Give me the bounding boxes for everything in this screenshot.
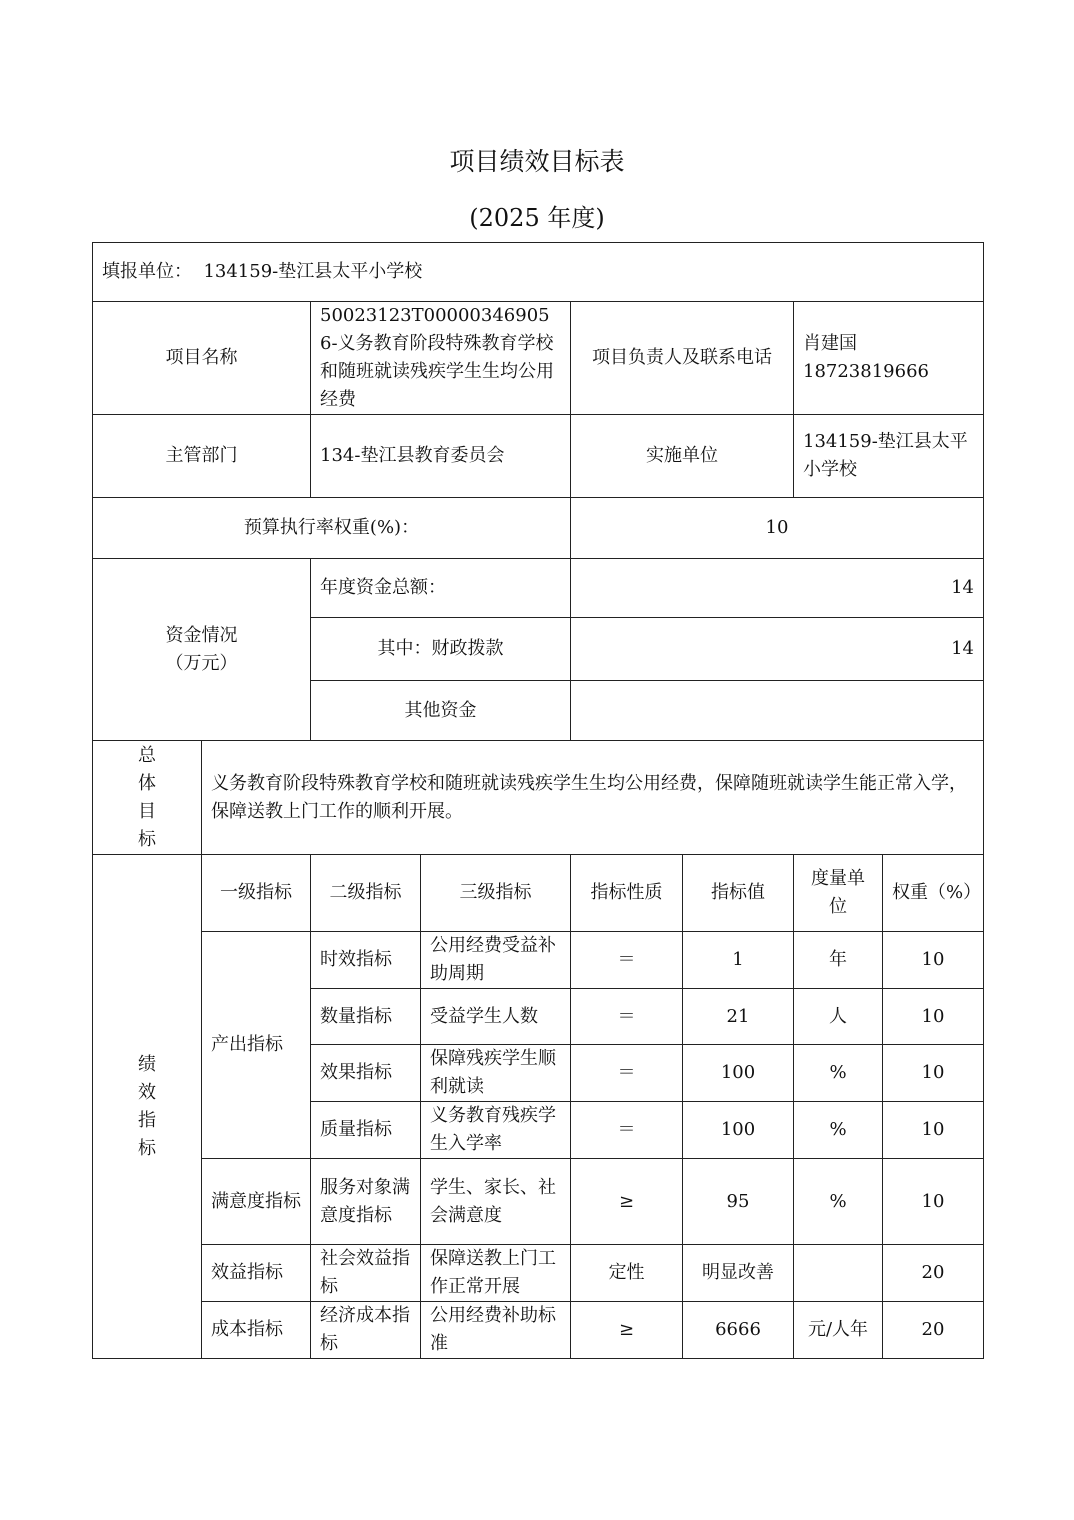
row-weight: 10: [883, 1159, 984, 1245]
row-value: 100: [683, 1045, 794, 1102]
row-level3: 受益学生人数: [421, 989, 571, 1045]
budget-weight-value: 10: [571, 498, 984, 559]
dept-value: 134-垫江县教育委员会: [311, 415, 571, 498]
row-level2: 质量指标: [311, 1102, 421, 1159]
row-value: 21: [683, 989, 794, 1045]
row-nature: ≥: [571, 1159, 683, 1245]
funds-other-value: [571, 681, 984, 741]
row-unit: %: [794, 1102, 883, 1159]
row-nature: ＝: [571, 1102, 683, 1159]
goal-label-char: 标: [138, 828, 156, 850]
header-unit: 度量单位: [794, 855, 883, 932]
owner-phone: 18723819666: [803, 361, 929, 382]
owner-label: 项目负责人及联系电话: [571, 302, 794, 415]
report-unit-value: 134159-垫江县太平小学校: [203, 261, 423, 282]
funds-fiscal-value: 14: [571, 618, 984, 681]
row-value: 明显改善: [683, 1245, 794, 1302]
table-row: [93, 1245, 984, 1302]
row-value: 1: [683, 932, 794, 989]
row-level3: 公用经费受益补助周期: [421, 932, 571, 989]
report-unit-cell: [93, 243, 984, 302]
row-nature: ≥: [571, 1302, 683, 1359]
row-value: 6666: [683, 1302, 794, 1359]
perf-indicators-label: [93, 855, 202, 1359]
page-subtitle: (2025 年度): [469, 204, 605, 232]
funds-label-line1: 资金情况: [165, 624, 238, 646]
row-unit: %: [794, 1159, 883, 1245]
header-level1: 一级指标: [202, 855, 311, 932]
row-unit: 人: [794, 989, 883, 1045]
project-name-label: 项目名称: [93, 302, 311, 415]
row-unit: 年: [794, 932, 883, 989]
page-title: 项目绩效目标表: [449, 147, 625, 176]
funds-label: [93, 559, 311, 741]
funds-other-label: 其他资金: [311, 681, 571, 741]
owner-cell: [794, 302, 984, 415]
row-nature: 定性: [571, 1245, 683, 1302]
goal-label-char: 目: [138, 800, 156, 822]
impl-label: 实施单位: [571, 415, 794, 498]
row-level2: 时效指标: [311, 932, 421, 989]
row-level3: 义务教育残疾学生入学率: [421, 1102, 571, 1159]
overall-goal-label: [93, 741, 202, 855]
goal-label-char: 总: [138, 744, 156, 766]
perf-label-char: 效: [138, 1081, 156, 1103]
table-row: [93, 1159, 984, 1245]
performance-target-table: [92, 242, 984, 1359]
impl-value: 134159-垫江县太平小学校: [794, 415, 984, 498]
row-weight: 10: [883, 989, 984, 1045]
row-nature: ＝: [571, 932, 683, 989]
row-value: 95: [683, 1159, 794, 1245]
output-level1: 产出指标: [202, 932, 311, 1159]
row-unit: 元/人年: [794, 1302, 883, 1359]
perf-label-char: 绩: [138, 1053, 156, 1075]
row-level1: 成本指标: [202, 1302, 311, 1359]
row-level3: 保障送教上门工作正常开展: [421, 1245, 571, 1302]
row-level3: 保障残疾学生顺利就读: [421, 1045, 571, 1102]
row-weight: 20: [883, 1245, 984, 1302]
dept-label: 主管部门: [93, 415, 311, 498]
overall-goal-text: 义务教育阶段特殊教育学校和随班就读残疾学生生均公用经费，保障随班就读学生能正常入学，保障送教上门工作的顺利开展。: [202, 741, 984, 855]
header-level3: 三级指标: [421, 855, 571, 932]
row-nature: ＝: [571, 989, 683, 1045]
funds-total-label: 年度资金总额：: [311, 559, 571, 618]
row-level1: 效益指标: [202, 1245, 311, 1302]
project-name-value: 50023123T000003469056-义务教育阶段特殊教育学校和随班就读残疾学生生均公用经费: [311, 302, 571, 415]
owner-name: 肖建国: [803, 333, 857, 354]
report-unit-label: 填报单位：: [102, 261, 192, 282]
row-unit: [794, 1245, 883, 1302]
row-level2: 服务对象满意度指标: [311, 1159, 421, 1245]
funds-total-value: 14: [571, 559, 984, 618]
row-level2: 效果指标: [311, 1045, 421, 1102]
row-value: 100: [683, 1102, 794, 1159]
header-level2: 二级指标: [311, 855, 421, 932]
row-level2: 数量指标: [311, 989, 421, 1045]
funds-label-line2: （万元）: [165, 652, 238, 674]
row-nature: ＝: [571, 1045, 683, 1102]
row-unit: %: [794, 1045, 883, 1102]
header-nature: 指标性质: [571, 855, 683, 932]
row-level3: 公用经费补助标准: [421, 1302, 571, 1359]
funds-fiscal-label: 其中：财政拨款: [311, 618, 571, 681]
row-level1: 满意度指标: [202, 1159, 311, 1245]
row-weight: 10: [883, 1045, 984, 1102]
row-weight: 10: [883, 932, 984, 989]
header-weight: 权重（%）: [883, 855, 984, 932]
header-value: 指标值: [683, 855, 794, 932]
row-level2: 社会效益指标: [311, 1245, 421, 1302]
goal-label-char: 体: [138, 772, 156, 794]
perf-label-char: 指: [138, 1109, 156, 1131]
row-weight: 10: [883, 1102, 984, 1159]
row-weight: 20: [883, 1302, 984, 1359]
perf-label-char: 标: [138, 1137, 156, 1159]
table-row: [93, 1302, 984, 1359]
budget-weight-label: 预算执行率权重(%)：: [93, 498, 571, 559]
row-level3: 学生、家长、社会满意度: [421, 1159, 571, 1245]
table-row: [93, 932, 984, 989]
row-level2: 经济成本指标: [311, 1302, 421, 1359]
